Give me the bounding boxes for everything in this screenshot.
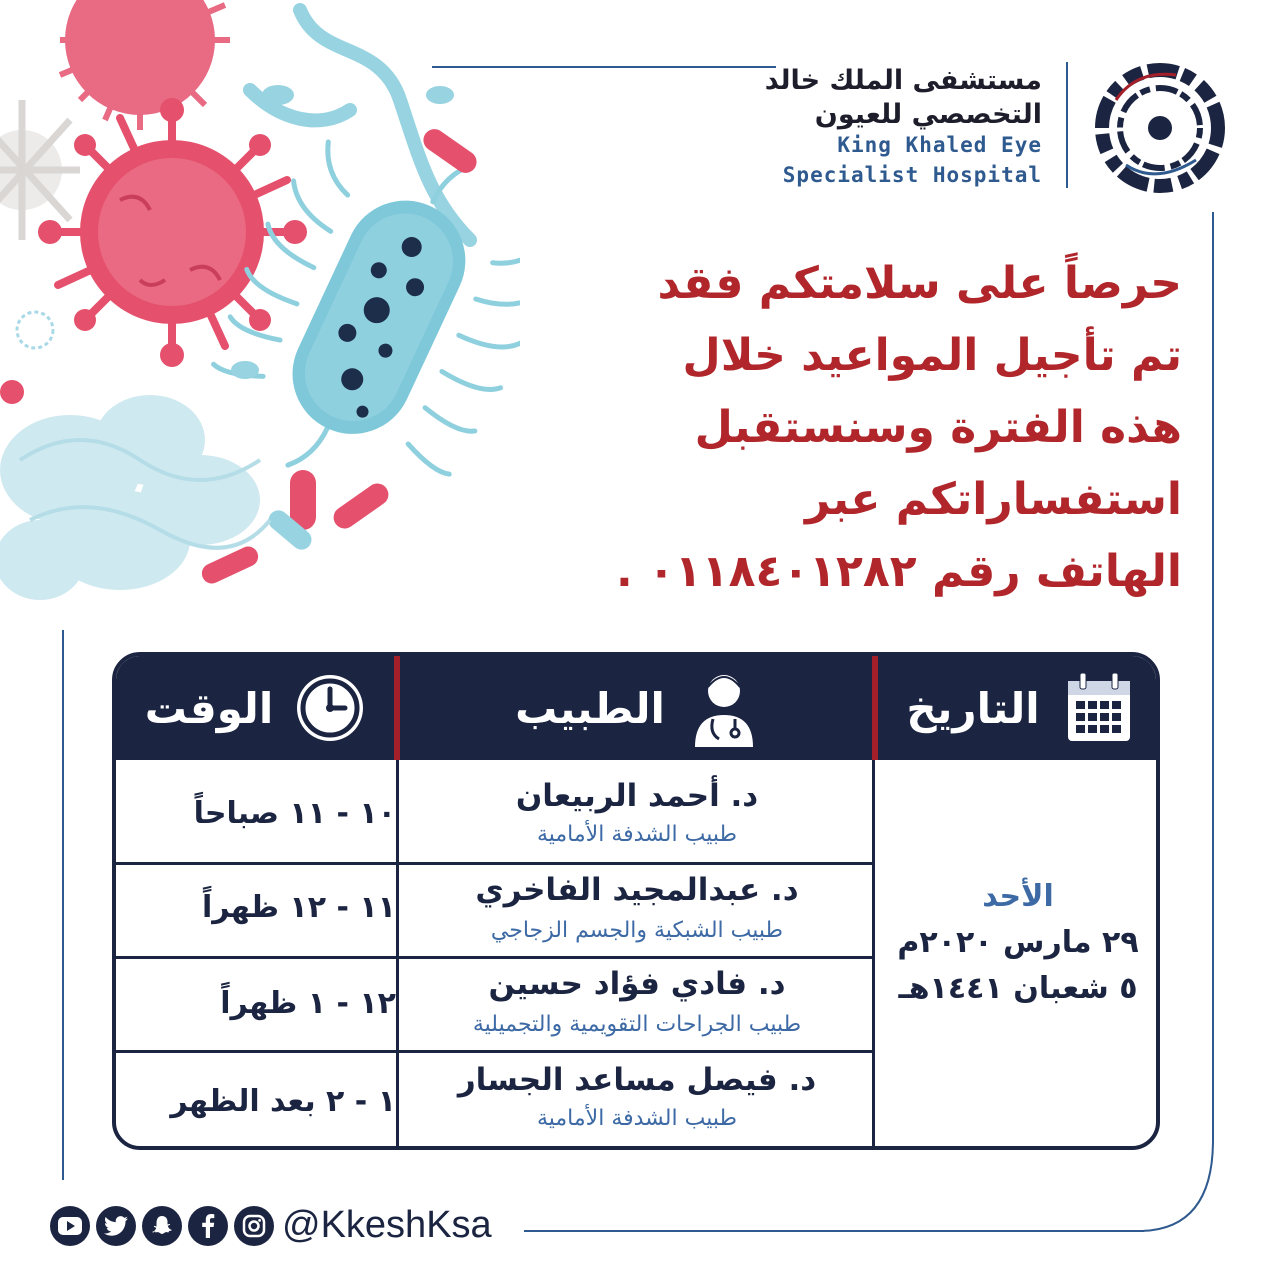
youtube-icon[interactable] bbox=[50, 1206, 90, 1246]
doctor-name-3: د. فادي فؤاد حسين bbox=[488, 966, 786, 1002]
notice-line-3: هذه الفترة وسنستقبل bbox=[694, 402, 1182, 453]
date-cell bbox=[878, 874, 1158, 1012]
header-date bbox=[878, 656, 1160, 760]
time-cell-4: ١ - ٢ بعد الظهر bbox=[170, 1084, 396, 1119]
social-icons bbox=[50, 1206, 274, 1246]
social-handle[interactable]: @KkeshKsa bbox=[282, 1204, 492, 1246]
column-divider-2 bbox=[872, 760, 875, 1150]
schedule-table bbox=[112, 652, 1160, 1150]
hospital-name-ar-line2: التخصصي للعيون bbox=[814, 99, 1042, 130]
doctor-specialty-3: طبيب الجراحات التقويمية والتجميلية bbox=[472, 1012, 802, 1037]
phone-number[interactable]: ٠١١٨٤٠١٢٨٢ bbox=[648, 546, 917, 597]
notice-line-5 bbox=[522, 536, 1182, 608]
hospital-name-en-line2: Specialist Hospital bbox=[782, 163, 1042, 187]
header-divider bbox=[1066, 62, 1068, 188]
calendar-icon bbox=[1066, 673, 1132, 743]
germs-illustration bbox=[0, 0, 520, 620]
time-cell-3: ١٢ - ١ ظهراً bbox=[220, 986, 396, 1021]
pink-virus-top bbox=[60, 0, 230, 130]
instagram-icon[interactable] bbox=[234, 1206, 274, 1246]
bottom-right-curve bbox=[1140, 1140, 1216, 1234]
header-time bbox=[116, 656, 394, 760]
bottom-rule bbox=[524, 1230, 1144, 1232]
notice-line-1: حرصاً على سلامتكم فقد bbox=[657, 258, 1182, 309]
doctor-name-1: د. أحمد الربيعان bbox=[515, 778, 759, 814]
row-divider-3 bbox=[116, 1050, 874, 1053]
pink-virus-main bbox=[38, 98, 307, 367]
grey-virus bbox=[0, 100, 80, 240]
header-doctor-label: الطبيب bbox=[515, 683, 665, 733]
table-header bbox=[116, 656, 1156, 760]
doctor-name-2: د. عبدالمجيد الفاخري bbox=[475, 872, 799, 908]
hospital-logo bbox=[1086, 60, 1232, 196]
left-rule bbox=[62, 630, 64, 1180]
notice-text bbox=[522, 248, 1182, 608]
twitter-icon[interactable] bbox=[96, 1206, 136, 1246]
hospital-name-english bbox=[722, 130, 1042, 190]
header-time-label: الوقت bbox=[144, 683, 274, 733]
hospital-name-ar-line1: مستشفى الملك خالد bbox=[764, 65, 1042, 96]
doctor-specialty-2: طبيب الشبكية والجسم الزجاجي bbox=[490, 918, 784, 943]
date-gregorian: ٢٩ مارس ٢٠٢٠م bbox=[897, 925, 1139, 960]
notice-phone-prefix: الهاتف رقم bbox=[931, 546, 1182, 597]
header-date-label: التاريخ bbox=[906, 683, 1040, 733]
snapchat-icon[interactable] bbox=[142, 1206, 182, 1246]
row-divider-1 bbox=[116, 862, 874, 865]
hospital-name-en-line1: King Khaled Eye bbox=[837, 133, 1042, 157]
time-cell-1: ١٠ - ١١ صباحاً bbox=[193, 796, 396, 831]
notice-period: . bbox=[616, 546, 633, 597]
doctor-specialty-4: طبيب الشدفة الأمامية bbox=[536, 1106, 738, 1131]
hospital-name-arabic bbox=[722, 64, 1042, 132]
doctor-specialty-1: طبيب الشدفة الأمامية bbox=[536, 822, 738, 847]
doctor-name-4: د. فيصل مساعد الجسار bbox=[457, 1062, 817, 1098]
row-divider-2 bbox=[116, 956, 874, 959]
header-doctor bbox=[400, 656, 872, 760]
cyan-squiggle bbox=[250, 10, 470, 240]
facebook-icon[interactable] bbox=[188, 1206, 228, 1246]
time-cell-2: ١١ - ١٢ ظهراً bbox=[201, 890, 396, 925]
clock-icon bbox=[295, 673, 365, 743]
date-hijri: ٥ شعبان ١٤٤١هـ bbox=[898, 971, 1138, 1006]
date-day: الأحد bbox=[982, 879, 1054, 914]
notice-line-2: تم تأجيل المواعيد خلال bbox=[682, 330, 1182, 381]
right-rule bbox=[1212, 212, 1214, 1142]
doctor-icon bbox=[691, 669, 757, 747]
notice-line-4: استفساراتكم عبر bbox=[804, 474, 1182, 525]
column-divider-1 bbox=[396, 760, 399, 1150]
